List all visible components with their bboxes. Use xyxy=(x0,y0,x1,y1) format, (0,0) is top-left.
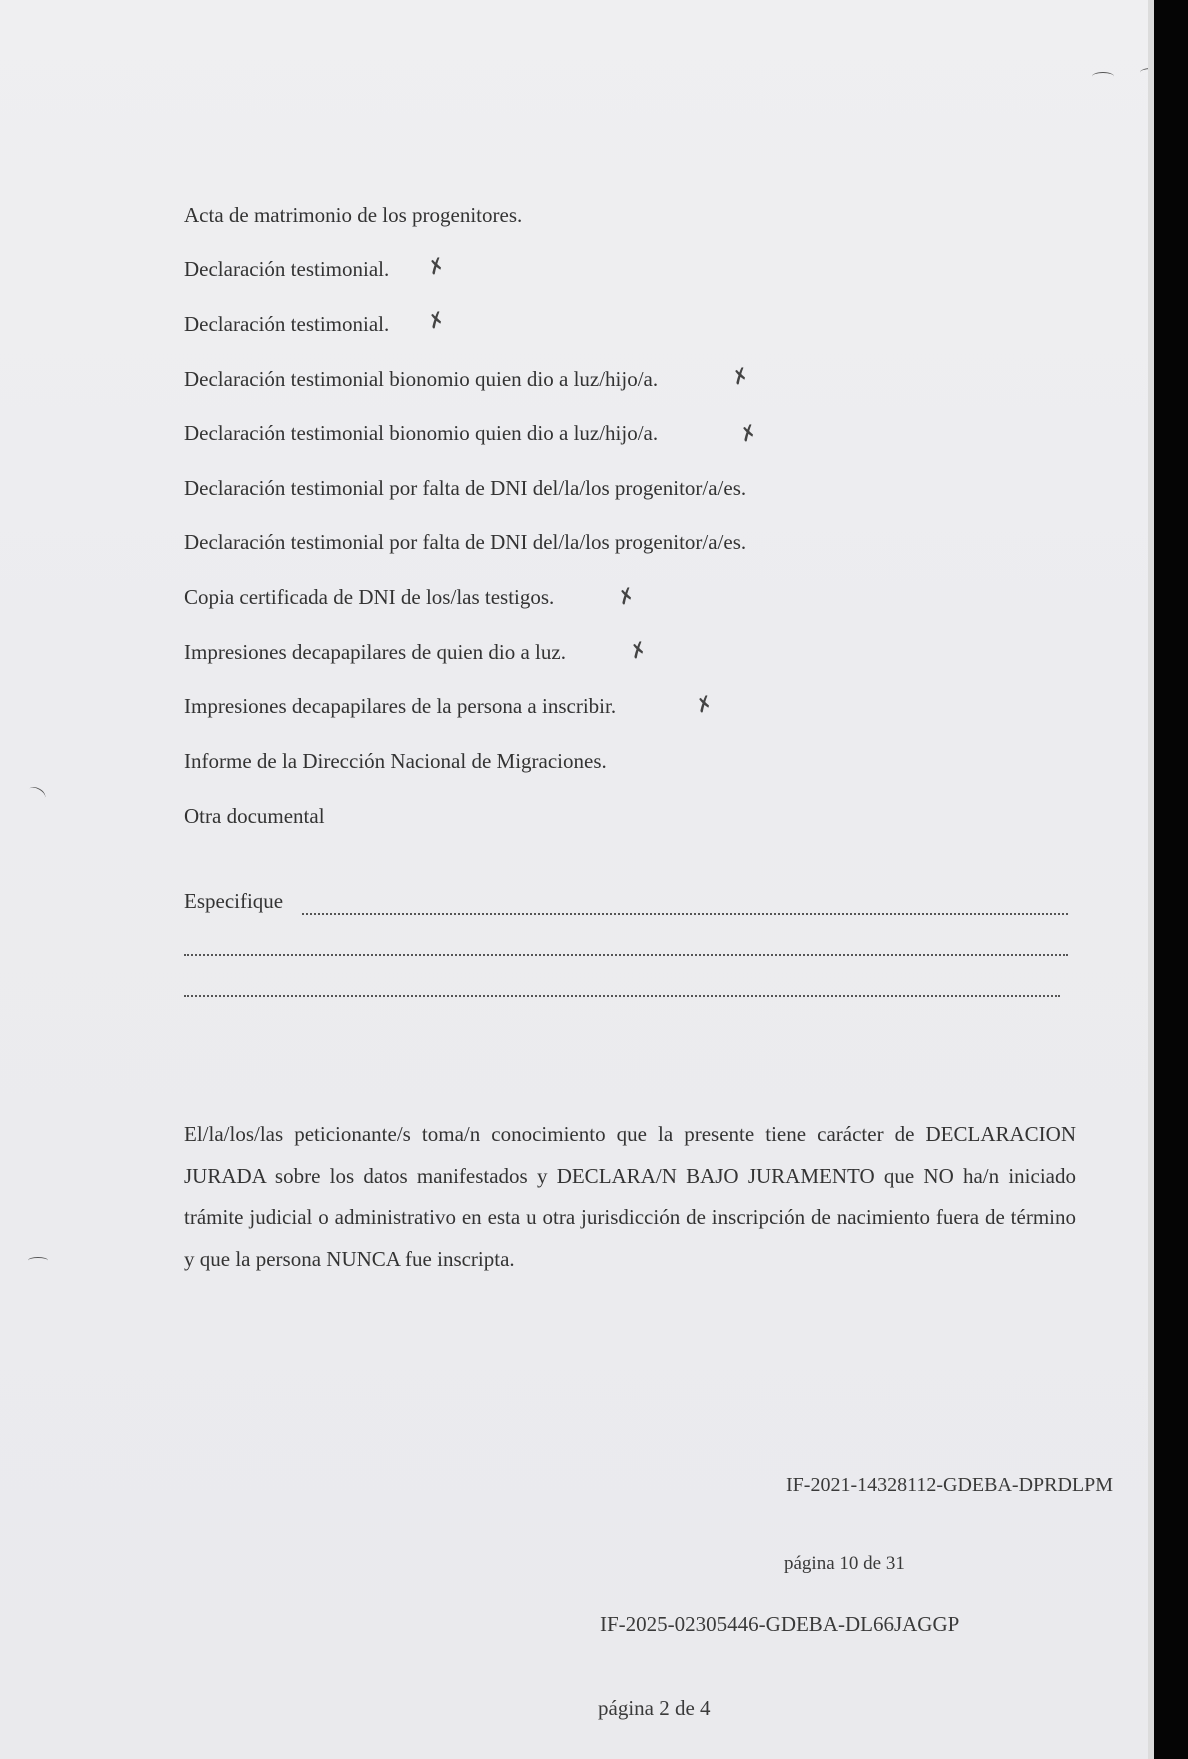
item-impresiones-persona: Impresiones decapapilares de la persona a inscribir. xyxy=(184,694,617,718)
item-declaracion-falta-dni-1: Declaración testimonial por falta de DNI del/la/los progenitor/a/es. xyxy=(184,476,747,500)
specify-label: Especifique xyxy=(184,889,284,913)
inner-page-number: página 10 de 31 xyxy=(784,1553,905,1574)
scan-artifact xyxy=(1092,72,1114,81)
item-declaracion-testimonial-1: Declaración testimonial. xyxy=(184,257,390,281)
item-copia-dni-testigos: Copia certificada de DNI de los/las testigos. xyxy=(184,585,555,609)
item-declaracion-bionomio-1: Declaración testimonial bionomio quien dio a luz/hijo/a. xyxy=(184,367,659,391)
handwritten-check-mark: ✗ xyxy=(424,305,449,335)
item-declaracion-bionomio-2: Declaración testimonial bionomio quien dio a luz/hijo/a. xyxy=(184,421,659,445)
scan-artifact xyxy=(28,1257,48,1264)
handwritten-check-mark: ✗ xyxy=(692,689,717,719)
item-impresiones-quien-dio-a-luz: Impresiones decapapilares de quien dio a luz. xyxy=(184,640,566,664)
handwritten-check-mark: ✗ xyxy=(728,361,753,391)
item-declaracion-testimonial-2: Declaración testimonial. xyxy=(184,312,390,336)
sworn-declaration-paragraph: El/la/los/las peticionante/s toma/n conocimiento que la presente tiene carácter de DECLARACION JURADA sobre los datos manifestados y DECLARA/N BAJO JURAMENTO que NO ha/n iniciado trámite judicial o administrativo en esta u otra jurisdicción de inscripción de nacimiento fuera de término y que la persona NUNCA fue inscripta. xyxy=(184,1122,1076,1271)
scan-border xyxy=(1148,0,1188,1759)
item-acta-matrimonio: Acta de matrimonio de los progenitores. xyxy=(184,203,523,227)
item-otra-documental: Otra documental xyxy=(184,804,325,828)
paper-edge xyxy=(1148,0,1154,1759)
outer-document-code: IF-2025-02305446-GDEBA-DL66JAGGP xyxy=(600,1612,960,1636)
dotted-line xyxy=(302,913,1068,915)
dotted-line xyxy=(184,954,1068,956)
handwritten-check-mark: ✗ xyxy=(614,581,639,611)
handwritten-check-mark: ✗ xyxy=(424,251,449,281)
outer-page-number: página 2 de 4 xyxy=(598,1696,711,1720)
handwritten-check-mark: ✗ xyxy=(736,418,761,448)
item-declaracion-falta-dni-2: Declaración testimonial por falta de DNI del/la/los progenitor/a/es. xyxy=(184,530,747,554)
dotted-line xyxy=(184,995,1060,997)
item-informe-migraciones: Informe de la Dirección Nacional de Migraciones. xyxy=(184,749,607,773)
handwritten-check-mark: ✗ xyxy=(626,635,651,665)
scan-artifact xyxy=(26,784,47,803)
inner-document-code: IF-2021-14328112-GDEBA-DPRDLPM xyxy=(786,1474,1114,1496)
